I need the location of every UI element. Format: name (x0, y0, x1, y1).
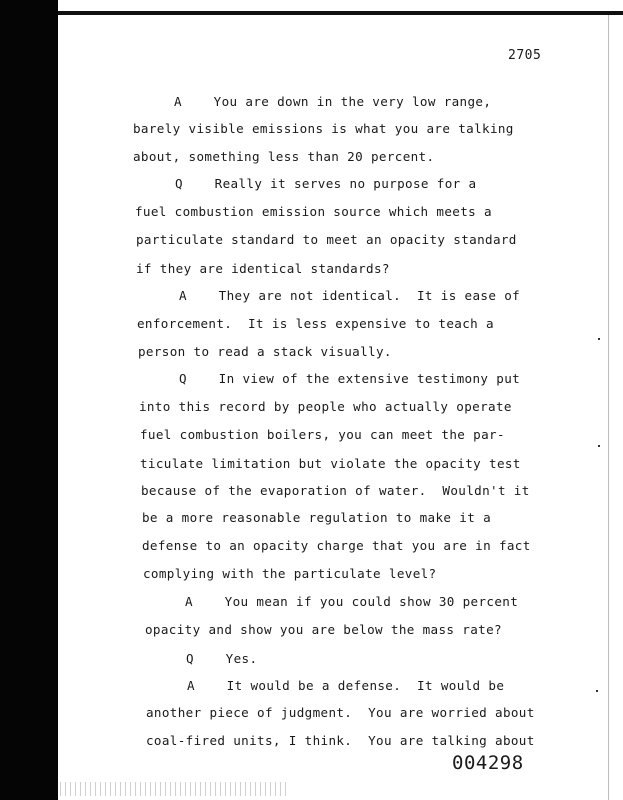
transcript-line: particulate standard to meet an opacity standard (136, 232, 517, 247)
transcript-line: defense to an opacity charge that you are in fact (142, 538, 531, 553)
transcript-line: Q Yes. (186, 651, 258, 666)
transcript-line: another piece of judgment. You are worried about (146, 705, 535, 720)
transcript-line: be a more reasonable regulation to make it a (142, 510, 492, 525)
scan-noise (60, 782, 290, 796)
transcript-line: Q Really it serves no purpose for a (175, 176, 477, 191)
transcript-line: complying with the particulate level? (143, 566, 437, 581)
bates-number: 004298 (452, 752, 524, 774)
transcript-line: opacity and show you are below the mass rate? (145, 622, 502, 637)
transcript-line: A They are not identical. It is ease of (179, 288, 521, 303)
transcript-line: into this record by people who actually operate (139, 399, 512, 414)
transcript-line: because of the evaporation of water. Wouldn't it (141, 483, 530, 498)
transcript-line: person to read a stack visually. (138, 344, 392, 359)
scan-speck (598, 338, 600, 340)
transcript-line: fuel combustion emission source which meets a (135, 204, 492, 219)
transcript-line: A You mean if you could show 30 percent (185, 594, 519, 609)
page-number: 2705 (508, 48, 542, 63)
transcript-line: fuel combustion boilers, you can meet the par- (140, 427, 505, 442)
transcript-line: Q In view of the extensive testimony put (179, 371, 521, 386)
transcript-line: coal-fired units, I think. You are talking about (146, 733, 535, 748)
transcript-line: A It would be a defense. It would be (187, 678, 505, 693)
transcript-line: enforcement. It is less expensive to teach a (137, 316, 494, 331)
scan-speck (596, 690, 598, 692)
scan-speck (598, 445, 600, 447)
transcript-line: about, something less than 20 percent. (133, 149, 435, 164)
transcript-line: ticulate limitation but violate the opacity test (140, 456, 521, 471)
transcript-line: A You are down in the very low range, (174, 94, 492, 109)
transcript-line: barely visible emissions is what you are talking (133, 121, 514, 136)
transcript-line: if they are identical standards? (136, 261, 390, 276)
